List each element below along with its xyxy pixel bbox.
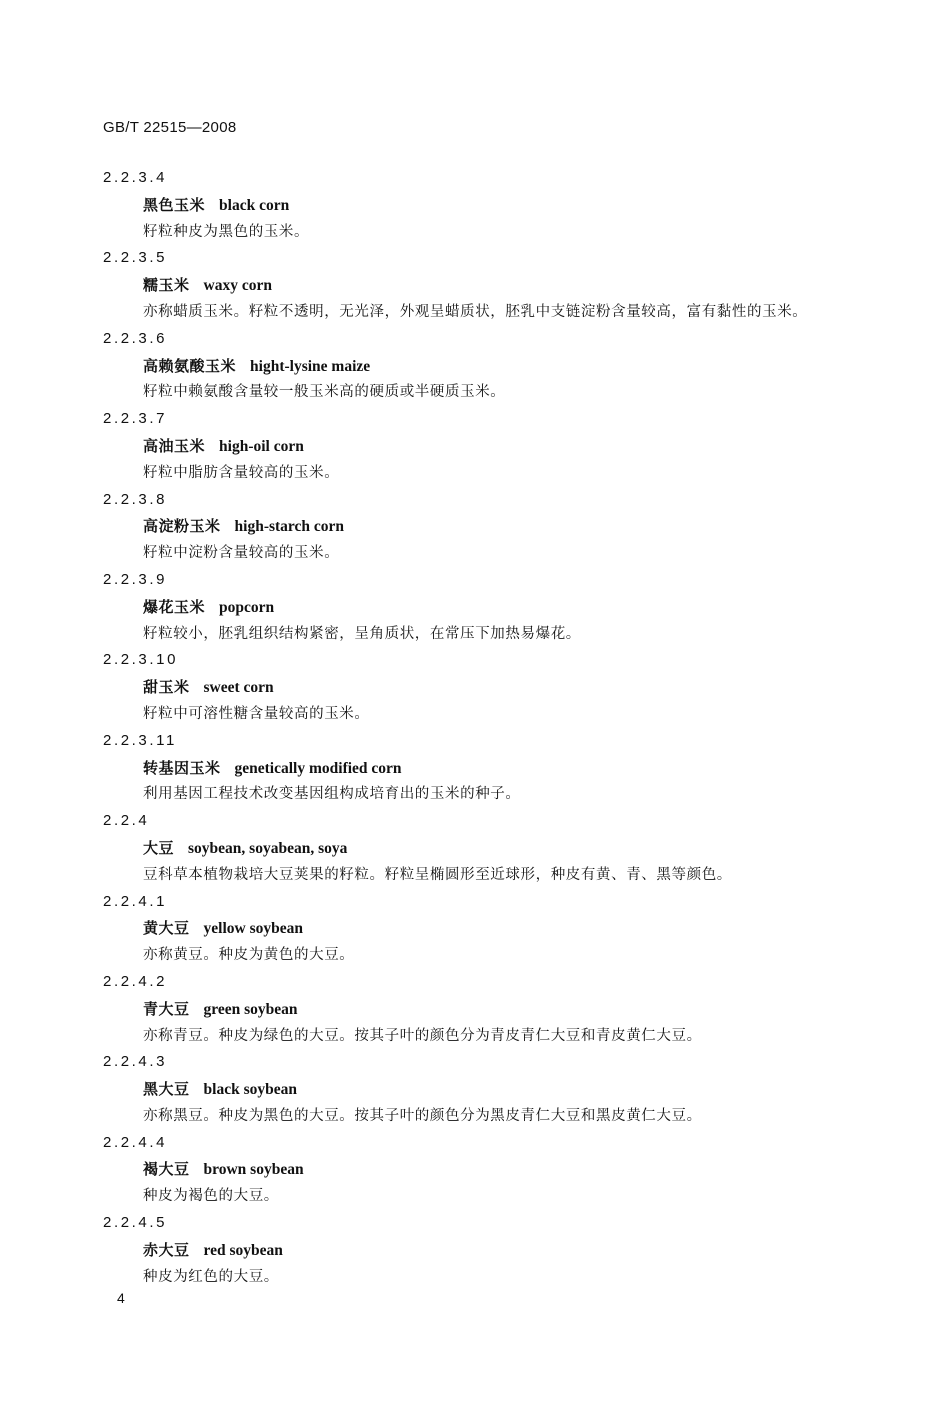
term-heading [103,433,903,460]
term-definition: 种皮为红色的大豆。 [143,1268,279,1285]
clause-number: 2.2.4.5 [103,1214,168,1232]
term-heading [103,192,903,219]
term-definition: 籽粒中脂肪含量较高的玉米。 [143,464,340,481]
term-english: yellow soybean [203,920,303,938]
term-definition: 亦称蜡质玉米。籽粒不透明，无光泽，外观呈蜡质状，胚乳中支链淀粉含量较高，富有黏性的玉米。 [143,303,808,320]
clause-number: 2.2.3.10 [103,651,179,669]
term-chinese: 糯玉米 [143,276,190,295]
term-entry-2-2-3-8 [103,487,903,567]
term-definition: 籽粒中赖氨酸含量较一般玉米高的硬质或半硬质玉米。 [143,384,506,401]
term-english: soybean, soyabean, soya [188,839,348,857]
term-heading [103,513,903,540]
term-entry-2-2-3-11 [103,728,903,808]
clause-number: 2.2.3.8 [103,490,168,508]
term-chinese: 黄大豆 [143,919,190,938]
term-chinese: 高淀粉玉米 [143,517,221,536]
term-heading [103,1237,903,1264]
term-heading [103,594,903,621]
page-number: 4 [117,1290,125,1306]
clause-number: 2.2.4.4 [103,1133,168,1151]
term-chinese: 高油玉米 [143,436,206,455]
term-entry-2-2-4-5 [103,1210,903,1290]
term-entry-2-2-4 [103,808,903,888]
clause-number: 2.2.3.4 [103,169,168,186]
term-chinese: 褐大豆 [143,1160,190,1179]
clause-number: 2.2.4.2 [103,972,168,990]
term-english: popcorn [219,598,275,616]
clause-number: 2.2.3.11 [103,731,177,749]
term-chinese: 甜玉米 [143,678,190,697]
term-definition: 亦称青豆。种皮为绿色的大豆。按其子叶的颜色分为青皮青仁大豆和青皮黄仁大豆。 [143,1027,702,1044]
term-chinese: 赤大豆 [143,1240,190,1259]
term-entry-2-2-3-10 [103,647,903,727]
term-heading [103,353,903,380]
clause-number: 2.2.4.1 [103,892,168,910]
term-heading [103,835,903,862]
term-chinese: 青大豆 [143,999,190,1018]
term-entry-2-2-3-9 [103,567,903,647]
term-english: brown soybean [203,1161,304,1179]
term-english: red soybean [203,1241,283,1259]
term-heading [103,755,903,782]
term-english: high-oil corn [219,437,304,455]
term-chinese: 黑色玉米 [143,195,206,214]
term-definition: 籽粒中可溶性糖含量较高的玉米。 [143,705,370,722]
term-entry-2-2-4-3 [103,1049,903,1129]
term-english: green soybean [203,1000,298,1018]
term-chinese: 黑大豆 [143,1080,190,1099]
term-heading [103,272,903,299]
clause-number: 2.2.3.6 [103,329,168,347]
clause-number: 2.2.3.7 [103,410,168,428]
term-english: genetically modified corn [234,759,402,777]
term-chinese: 大豆 [143,838,175,857]
term-heading [103,915,903,942]
term-entry-2-2-3-6 [103,326,903,406]
term-definition: 种皮为褐色的大豆。 [143,1188,279,1205]
clause-number: 2.2.3.5 [103,249,168,267]
term-english: black soybean [203,1081,297,1099]
term-chinese: 转基因玉米 [143,758,221,777]
term-heading [103,1076,903,1103]
term-entry-2-2-4-1 [103,889,903,969]
term-entry-2-2-3-5 [103,245,903,325]
term-chinese: 高赖氨酸玉米 [143,356,237,375]
term-entry-2-2-3-7 [103,406,903,486]
term-entry-2-2-4-2 [103,969,903,1049]
term-english: high-starch corn [234,518,345,536]
term-definition: 利用基因工程技术改变基因组构成培育出的玉米的种子。 [143,786,521,803]
clause-number: 2.2.4.3 [103,1053,168,1071]
term-heading [103,996,903,1023]
term-definition: 豆科草本植物栽培大豆荚果的籽粒。籽粒呈椭圆形至近球形，种皮有黄、青、黑等颜色。 [143,866,732,883]
term-english: black corn [219,196,290,214]
term-english: waxy corn [203,277,272,295]
clause-number: 2.2.4 [103,812,150,830]
term-entries [103,165,903,1290]
term-entry-2-2-3-4 [103,165,903,245]
term-chinese: 爆花玉米 [143,597,206,616]
standard-code: GB/T 22515—2008 [103,119,237,136]
term-english: sweet corn [203,679,274,697]
term-heading [103,1156,903,1183]
term-entry-2-2-4-4 [103,1130,903,1210]
term-heading [103,674,903,701]
term-definition: 亦称黄豆。种皮为黄色的大豆。 [143,947,355,964]
term-definition: 籽粒种皮为黑色的玉米。 [143,223,310,240]
term-english: hight-lysine maize [250,357,371,375]
term-definition: 籽粒较小，胚乳组织结构紧密，呈角质状，在常压下加热易爆花。 [143,625,581,642]
clause-number: 2.2.3.9 [103,570,168,588]
term-definition: 籽粒中淀粉含量较高的玉米。 [143,545,340,562]
term-definition: 亦称黑豆。种皮为黑色的大豆。按其子叶的颜色分为黑皮青仁大豆和黑皮黄仁大豆。 [143,1107,702,1124]
